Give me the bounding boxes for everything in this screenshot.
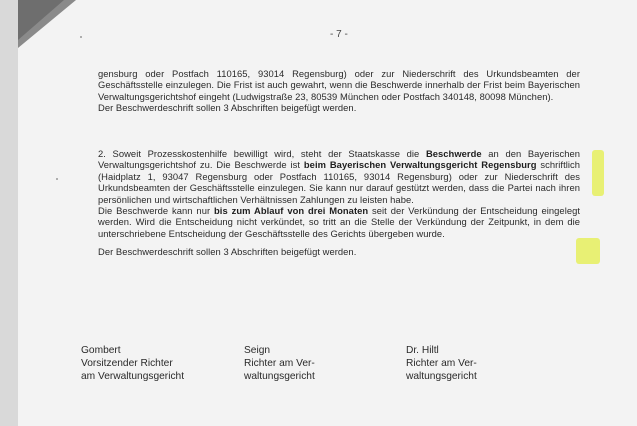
paragraph-2-text-b: an den Bayerischen Verwaltungsgerichtshof zu. Die Beschwerde ist [98,148,580,171]
signer-title-line-2: am Verwaltungsgericht [81,371,185,382]
signature-block-2 [244,344,315,383]
signer-name: Seign [244,345,271,356]
paragraph-3 [98,205,580,239]
paragraph-2-text-c: schriftlich (Haidplatz 1, 93047 Regensburg oder Postfach 110165, 93014 Regensburg) oder zur Niederschrift des Urkundsbeamten der Geschäftsstelle einzulegen. Sie kann nur darauf gestützt werden, dass die Partei nach ihren persönlichen und wirtschaftlichen Verhältnissen Zahlungen zu leisten habe. [98,159,580,205]
paragraph-3-text-b: seit der Verkündung der Entscheidung eingelegt werden. Wird die Entscheidung nicht verkündet, so tritt an die Stelle der Verkündung der Zeitpunkt, in dem die unterschriebene Entscheidung der Geschäftsstelle des Gerichts übergeben wurde. [98,205,581,239]
signer-name: Dr. Hiltl [406,345,439,356]
paragraph-2 [98,148,580,205]
paragraph-2-block [98,148,580,258]
folded-corner-shadow [18,0,64,40]
signer-title-line-1: Vorsitzender Richter [81,358,173,369]
signer-title-line-1: Richter am Ver- [244,358,315,369]
margin-dot [56,178,58,180]
paragraph-3-text-a: Die Beschwerde kann nur [98,205,215,217]
signer-title-line-1: Richter am Ver- [406,358,477,369]
paragraph-2-bold-a: Beschwerde [425,148,482,159]
page-number: - 7 - [330,29,348,40]
signer-title-line-2: waltungsgericht [244,371,315,382]
paragraph-3-copies-note: Der Beschwerdeschrift sollen 3 Abschriften beigefügt werden. [98,246,357,258]
paragraph-1: gensburg oder Postfach 110165, 93014 Regensburg) oder zur Niederschrift des Urkundsbeamten der Geschäftsstelle einzulegen. Die Frist ist auch gewahrt, wenn die Beschwerde innerhalb der Frist beim Bayerischen Verwaltungsgerichtshof eingeht (Ludwigstraße 23, 80539 München oder Postfach 340148, 80098 München). [98,68,580,102]
highlighter-mark-top [592,150,604,196]
signature-block-3 [406,344,477,383]
paragraph-2-text-a: 2. Soweit Prozesskostenhilfe bewilligt wird, steht der Staatskasse die [98,148,426,159]
signature-block-1 [81,344,184,383]
document-page [18,0,637,426]
paragraph-1-copies-note: Der Beschwerdeschrift sollen 3 Abschriften beigefügt werden. [98,102,357,114]
paragraph-1-block [98,68,580,114]
signer-name: Gombert [81,345,121,356]
highlighter-mark-bottom [576,238,600,264]
signer-title-line-2: waltungsgericht [406,371,477,382]
paragraph-2-bold-b: beim Bayerischen Verwaltungsgericht Regensburg [303,159,537,171]
margin-dot [80,36,82,38]
paragraph-3-bold-a: bis zum Ablauf von drei Monaten [214,205,369,217]
